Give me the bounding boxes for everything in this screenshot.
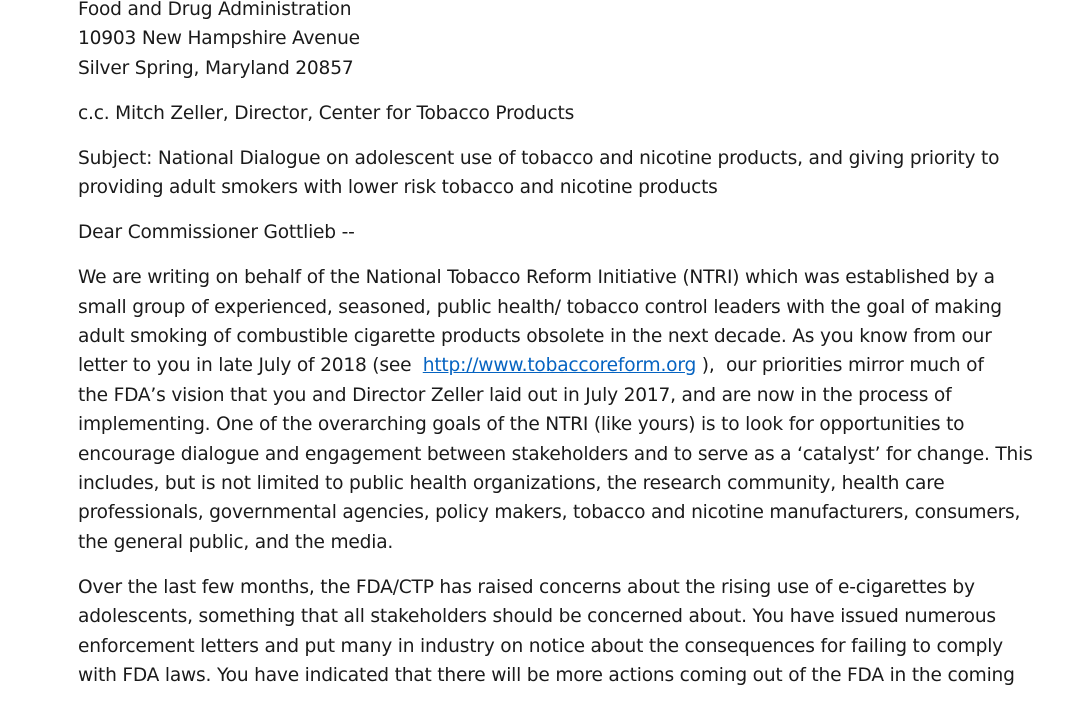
paragraph-line: the general public, and the media. xyxy=(78,531,394,553)
address-line: Food and Drug Administration xyxy=(78,0,352,20)
paragraph-line: enforcement letters and put many in industry on notice about the consequences for failing to comply xyxy=(78,635,1003,657)
paragraph-line: small group of experienced, seasoned, public health/ tobacco control leaders with the goal of making xyxy=(78,296,1002,318)
paragraph-line: Over the last few months, the FDA/CTP has raised concerns about the rising use of e-cigarettes by xyxy=(78,576,975,598)
link-suffix: ), our priorities mirror much of xyxy=(696,355,984,377)
paragraph-line: encourage dialogue and engagement between stakeholders and to serve as a ‘catalyst’ for change. This xyxy=(78,443,1033,465)
paragraph-line: the FDA’s vision that you and Director Zeller laid out in July 2017, and are now in the process of xyxy=(78,384,952,406)
link-prefix: letter to you in late July of 2018 (see xyxy=(78,355,423,377)
subject-line: providing adult smokers with lower risk tobacco and nicotine products xyxy=(78,177,718,199)
paragraph-line: adolescents, something that all stakeholders should be concerned about. You have issued numerous xyxy=(78,606,996,628)
paragraph-line: implementing. One of the overarching goals of the NTRI (like yours) is to look for opportunities to xyxy=(78,414,965,436)
paragraph-2 xyxy=(78,573,1013,691)
paragraph-line-with-link xyxy=(78,351,1013,380)
paragraph-line: We are writing on behalf of the National Tobacco Reform Initiative (NTRI) which was established by a xyxy=(78,267,995,289)
paragraph-line: adult smoking of combustible cigarette products obsolete in the next decade. As you know from our xyxy=(78,326,992,348)
paragraph-line: includes, but is not limited to public health organizations, the research community, health care xyxy=(78,473,945,495)
recipient-address xyxy=(78,0,1013,83)
subject-line: Subject: National Dialogue on adolescent use of tobacco and nicotine products, and giving priority to xyxy=(78,147,1000,169)
subject xyxy=(78,144,1013,203)
paragraph-line: professionals, governmental agencies, policy makers, tobacco and nicotine manufacturers, consumers, xyxy=(78,502,1021,524)
address-line: Silver Spring, Maryland 20857 xyxy=(78,57,354,79)
tobaccoreform-link[interactable]: http://www.tobaccoreform.org xyxy=(422,355,697,377)
letter-body xyxy=(78,0,1033,706)
address-line: 10903 New Hampshire Avenue xyxy=(78,28,360,50)
paragraph-line: with FDA laws. You have indicated that there will be more actions coming out of the FDA in the coming xyxy=(78,665,1015,687)
paragraph-1 xyxy=(78,263,1033,557)
salutation-text: Dear Commissioner Gottlieb -- xyxy=(78,222,355,244)
cc-line xyxy=(78,99,1013,128)
cc-text: c.c. Mitch Zeller, Director, Center for Tobacco Products xyxy=(78,102,575,124)
salutation xyxy=(78,218,1013,247)
